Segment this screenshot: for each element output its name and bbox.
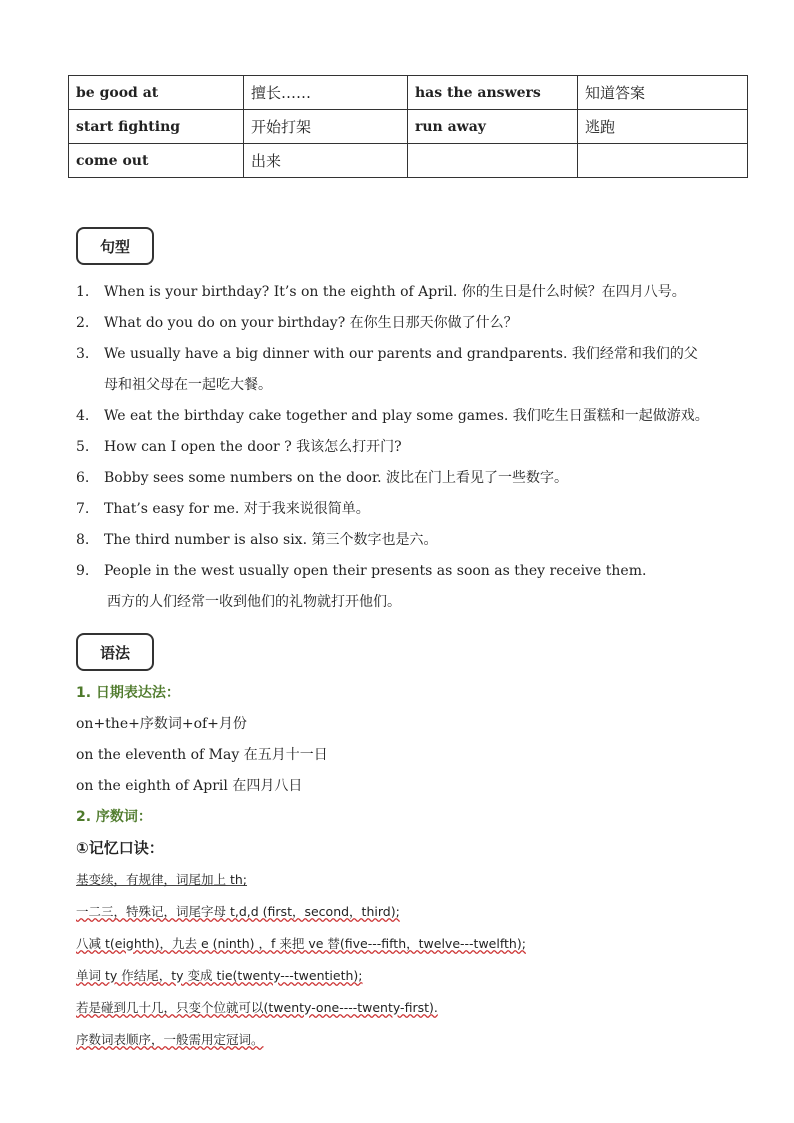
section-label-sentences: 句型 bbox=[76, 227, 154, 265]
item-number: 6. bbox=[76, 470, 90, 486]
table-cell: start fighting bbox=[69, 110, 244, 144]
list-item bbox=[76, 463, 736, 494]
table-row bbox=[69, 76, 748, 110]
mnemonic-line: 单词 ty 作结尾，ty 变成 tie(twenty---twentieth); bbox=[76, 968, 363, 983]
grammar-heading-ordinals: 2. 序数词： bbox=[76, 809, 152, 825]
mnemonic-line: 若是碰到几十几，只变个位就可以(twenty-one----twenty-first). bbox=[76, 1000, 438, 1015]
table-cell: run away bbox=[408, 110, 578, 144]
table-cell: 知道答案 bbox=[578, 76, 748, 110]
table-cell: 出来 bbox=[244, 144, 408, 178]
section-label-grammar: 语法 bbox=[76, 633, 154, 671]
table-cell: come out bbox=[69, 144, 244, 178]
item-number: 5. bbox=[76, 439, 90, 455]
grammar-heading-dates: 1. 日期表达法： bbox=[76, 685, 180, 701]
table-row bbox=[69, 144, 748, 178]
grammar-content bbox=[76, 678, 736, 1056]
table-cell: 开始打架 bbox=[244, 110, 408, 144]
list-item bbox=[76, 401, 736, 432]
date-example: on the eighth of April 在四月八日 bbox=[76, 778, 303, 794]
table-cell bbox=[578, 144, 748, 178]
mnemonic-line: 序数词表顺序，一般需用定冠词。 bbox=[76, 1032, 264, 1047]
table-cell: be good at bbox=[69, 76, 244, 110]
mnemonic-heading: ①记忆口诀： bbox=[76, 839, 164, 857]
list-item bbox=[76, 339, 736, 370]
mnemonic-line: 八减 t(eighth)，九去 e (ninth) ，f 来把 ve 替(five---fifth，twelve---twelfth); bbox=[76, 936, 526, 951]
item-text: Bobby sees some numbers on the door. 波比在门上看见了一些数字。 bbox=[104, 470, 569, 486]
item-text: How can I open the door ? 我该怎么打开门? bbox=[104, 439, 402, 455]
item-number: 7. bbox=[76, 501, 90, 517]
item-text: The third number is also six. 第三个数字也是六。 bbox=[104, 532, 438, 548]
list-item bbox=[76, 432, 736, 463]
table-cell bbox=[408, 144, 578, 178]
list-item bbox=[76, 308, 736, 339]
item-number: 1. bbox=[76, 284, 90, 300]
item-continuation: 西方的人们经常一收到他们的礼物就打开他们。 bbox=[107, 594, 401, 610]
date-example: on the eleventh of May 在五月十一日 bbox=[76, 747, 328, 763]
item-number: 4. bbox=[76, 408, 90, 424]
table-cell: has the answers bbox=[408, 76, 578, 110]
item-number: 9. bbox=[76, 563, 90, 579]
item-text: We usually have a big dinner with our parents and grandparents. 我们经常和我们的父 bbox=[104, 346, 698, 362]
item-text: When is your birthday? It’s on the eighth of April. 你的生日是什么时候？在四月八号。 bbox=[104, 284, 686, 300]
table-row bbox=[69, 110, 748, 144]
item-text: People in the west usually open their presents as soon as they receive them. bbox=[104, 563, 647, 579]
item-text: What do you do on your birthday? 在你生日那天你做了什么？ bbox=[104, 315, 518, 331]
sentence-list bbox=[76, 277, 736, 618]
list-item bbox=[76, 277, 736, 308]
table-cell: 擅长…… bbox=[244, 76, 408, 110]
item-text: That’s easy for me. 对于我来说很简单。 bbox=[104, 501, 370, 517]
item-continuation: 母和祖父母在一起吃大餐。 bbox=[104, 377, 272, 393]
vocab-table bbox=[68, 75, 748, 178]
item-text: We eat the birthday cake together and play some games. 我们吃生日蛋糕和一起做游戏。 bbox=[104, 408, 709, 424]
list-item bbox=[76, 494, 736, 525]
item-number: 2. bbox=[76, 315, 90, 331]
mnemonic-line: 一二三，特殊记，词尾字母 t,d,d (first，second，third); bbox=[76, 904, 400, 919]
table-cell: 逃跑 bbox=[578, 110, 748, 144]
list-item bbox=[76, 556, 736, 587]
mnemonic-line: 基变续，有规律，词尾加上 th; bbox=[76, 872, 248, 887]
date-formula: on+the+序数词+of+月份 bbox=[76, 716, 247, 732]
list-item bbox=[76, 525, 736, 556]
item-number: 3. bbox=[76, 346, 90, 362]
item-number: 8. bbox=[76, 532, 90, 548]
